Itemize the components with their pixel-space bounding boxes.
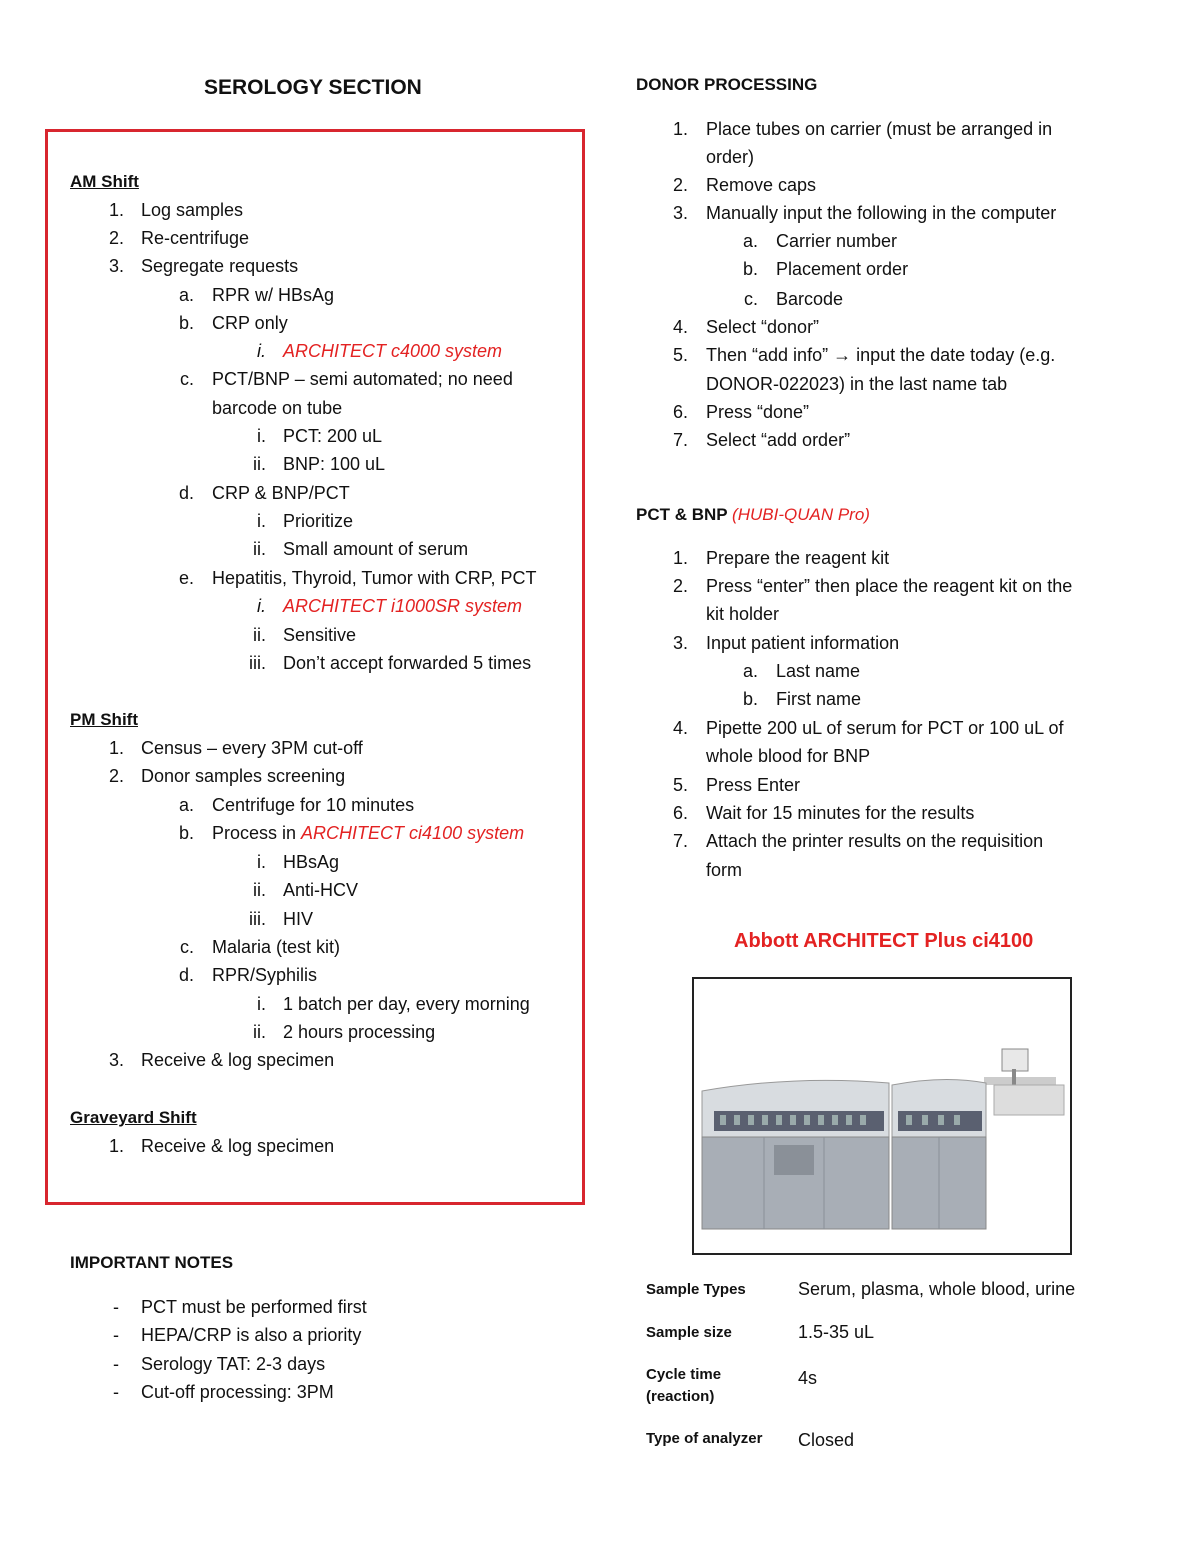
am-item-1-text: Log samples [141,200,244,220]
marker: c. [179,369,194,389]
marker: 5. [672,775,688,795]
pct-step-2-cont: kit holder [706,604,780,624]
am-item-3-text: Segregate requests [141,256,299,276]
spec-size-label: Sample size [646,1324,732,1341]
pm-b-iii-text: HIV [283,909,314,929]
donor-step-4-text: Select “donor” [706,317,820,337]
graveyard-heading: Graveyard Shift [70,1108,197,1127]
donor-heading: DONOR PROCESSING [636,75,818,94]
spec-cycle-value: 4s [798,1368,818,1388]
marker: 4. [672,317,688,337]
pct-step-3-text: Input patient information [706,633,900,653]
marker: a. [178,795,194,815]
pct-step-4-cont: whole blood for BNP [706,746,871,766]
donor-step-3b-text: Placement order [776,259,909,279]
analyzer-image [692,977,1072,1255]
marker: b. [178,313,194,333]
seg-b-text: CRP only [212,313,288,333]
pct-heading [636,501,870,529]
analyzer-title: Abbott ARCHITECT Plus ci4100 [734,930,1034,952]
donor-step-5-post: input the date today (e.g. [851,345,1056,365]
marker: 6. [672,803,688,823]
marker: iii. [249,653,266,673]
donor-step-2-text: Remove caps [706,175,817,195]
marker: i. [257,426,266,446]
marker: i. [257,511,266,531]
spec-type-value: Closed [798,1430,855,1450]
marker: 3. [672,203,688,223]
notes-heading: IMPORTANT NOTES [70,1253,234,1272]
marker: a. [178,285,194,305]
donor-step-3-text: Manually input the following in the computer [706,203,1057,223]
seg-e-text: Hepatitis, Thyroid, Tumor with CRP, PCT [212,568,537,588]
marker: e. [178,568,194,588]
bullet: - [113,1354,119,1374]
am-item-2-text: Re-centrifuge [141,228,250,248]
donor-step-1-cont: order) [706,147,755,167]
pct-step-2-text: Press “enter” then place the reagent kit on the [706,576,1073,596]
pm-b-prefix: Process in [212,823,302,843]
seg-c-text: PCT/BNP – semi automated; no need [212,369,513,389]
marker: b. [742,259,758,279]
note-2-text: HEPA/CRP is also a priority [141,1325,362,1345]
marker: ii. [253,454,266,474]
pm-item-1-text: Census – every 3PM cut-off [141,738,363,758]
spec-types-label: Sample Types [646,1281,746,1298]
donor-step-5-cont: DONOR-022023) in the last name tab [706,374,1008,394]
arrow-right-icon: → [833,345,852,365]
marker: c. [179,937,194,957]
marker: 1. [108,1136,124,1156]
donor-step-6-text: Press “done” [706,402,810,422]
marker: b. [178,823,194,843]
spec-types-value: Serum, plasma, whole blood, urine [798,1279,1076,1299]
marker: 3. [108,1050,124,1070]
pm-b-text [212,819,524,847]
seg-c-ii-text: BNP: 100 uL [283,454,386,474]
marker: d. [178,483,194,503]
spec-cycle-label-2: (reaction) [646,1388,715,1405]
seg-c-i-text: PCT: 200 uL [283,426,383,446]
marker: i. [257,596,266,616]
marker: ii. [253,1022,266,1042]
marker: c. [743,289,758,309]
pm-item-3-text: Receive & log specimen [141,1050,335,1070]
pm-c-text: Malaria (test kit) [212,937,341,957]
bullet: - [113,1325,119,1345]
marker: a. [742,661,758,681]
pct-step-6-text: Wait for 15 minutes for the results [706,803,975,823]
seg-d-ii-text: Small amount of serum [283,539,469,559]
pm-b-i-text: HBsAg [283,852,340,872]
donor-step-3c-text: Barcode [776,289,844,309]
marker: i. [257,341,266,361]
marker: a. [742,231,758,251]
bullet: - [113,1382,119,1402]
marker: 1. [672,119,688,139]
marker: 2. [108,766,124,786]
marker: i. [257,994,266,1014]
pct-heading-text: PCT & BNP [636,505,733,524]
analyzer-illustration [694,979,1070,1253]
marker: 7. [672,430,688,450]
pm-shift-heading: PM Shift [70,710,138,729]
marker: 2. [672,576,688,596]
marker: d. [178,965,194,985]
seg-a-text: RPR w/ HBsAg [212,285,335,305]
marker: ii. [253,539,266,559]
donor-step-5-text [706,341,1055,369]
marker: iii. [249,909,266,929]
pct-step-5-text: Press Enter [706,775,801,795]
marker: 2. [672,175,688,195]
spec-cycle-label-1: Cycle time [646,1366,722,1383]
seg-d-text: CRP & BNP/PCT [212,483,350,503]
spec-cycle-label [646,1364,721,1408]
seg-e-iii-text: Don’t accept forwarded 5 times [283,653,532,673]
donor-step-3a-text: Carrier number [776,231,898,251]
marker: i. [257,852,266,872]
marker: ii. [253,625,266,645]
pct-step-1-text: Prepare the reagent kit [706,548,890,568]
pct-step-4-text: Pipette 200 uL of serum for PCT or 100 uL of [706,718,1064,738]
marker: 1. [672,548,688,568]
pct-heading-device: (HUBI-QUAN Pro) [732,505,870,524]
bullet: - [113,1297,119,1317]
marker: 1. [108,200,124,220]
marker: 3. [108,256,124,276]
marker: 7. [672,831,688,851]
note-1-text: PCT must be performed first [141,1297,367,1317]
pm-d-ii-text: 2 hours processing [283,1022,436,1042]
marker: 1. [108,738,124,758]
pm-item-2-text: Donor samples screening [141,766,346,786]
graveyard-item-1-text: Receive & log specimen [141,1136,335,1156]
pct-step-7-text: Attach the printer results on the requisition [706,831,1044,851]
seg-e-i-text: ARCHITECT i1000SR system [283,596,523,616]
pm-d-text: RPR/Syphilis [212,965,318,985]
note-4-text: Cut-off processing: 3PM [141,1382,334,1402]
pm-a-text: Centrifuge for 10 minutes [212,795,415,815]
marker: 4. [672,718,688,738]
note-3-text: Serology TAT: 2-3 days [141,1354,326,1374]
seg-b-i-text: ARCHITECT c4000 system [283,341,503,361]
pct-step-7-cont: form [706,860,742,880]
marker: ii. [253,880,266,900]
spec-type-label: Type of analyzer [646,1430,763,1447]
donor-step-1-text: Place tubes on carrier (must be arranged in [706,119,1053,139]
seg-c-cont: barcode on tube [212,398,343,418]
marker: 3. [672,633,688,653]
pct-step-3a-text: Last name [776,661,861,681]
marker: 2. [108,228,124,248]
donor-step-5-pre: Then “add info” [706,345,834,365]
marker: b. [742,689,758,709]
spec-size-value: 1.5-35 uL [798,1322,875,1342]
seg-d-i-text: Prioritize [283,511,354,531]
page-title: SEROLOGY SECTION [204,76,422,99]
am-shift-heading: AM Shift [70,172,139,191]
pm-b-system: ARCHITECT ci4100 system [301,823,525,843]
donor-step-7-text: Select “add order” [706,430,851,450]
pct-step-3b-text: First name [776,689,862,709]
marker: 6. [672,402,688,422]
marker: 5. [672,345,688,365]
seg-e-ii-text: Sensitive [283,625,357,645]
pm-b-ii-text: Anti-HCV [283,880,359,900]
pm-d-i-text: 1 batch per day, every morning [283,994,530,1014]
